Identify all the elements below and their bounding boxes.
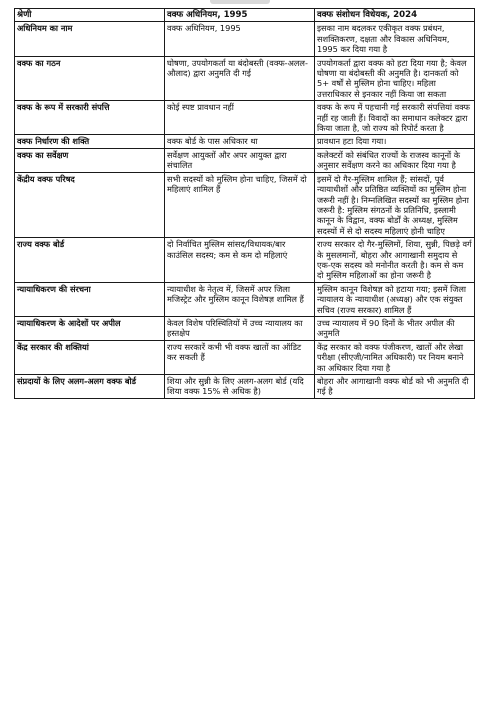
row-category: वक्फ का सर्वेक्षण — [15, 148, 165, 172]
row-bill-2024: केंद्र सरकार को वक्फ पंजीकरण, खातों और लेखा परीक्षा (सीएजी/नामित अधिकारी) पर नियम बनाने का अधिकार दिया गया है — [315, 340, 475, 374]
table-row — [15, 282, 475, 316]
row-act-1995: वक्फ बोर्ड के पास अधिकार था — [165, 135, 315, 148]
table-row — [15, 56, 475, 101]
table-row — [15, 238, 475, 283]
table-header-row — [15, 9, 475, 22]
row-act-1995: केवल विशेष परिस्थितियों में उच्च न्यायालय का हस्तक्षेप — [165, 316, 315, 340]
row-act-1995: सभी सदस्यों को मुस्लिम होना चाहिए, जिसमें दो महिलाएं शामिल हैं — [165, 172, 315, 237]
header-bill-2024: वक्फ संशोधन विधेयक, 2024 — [315, 9, 475, 22]
row-category: राज्य वक्फ बोर्ड — [15, 238, 165, 283]
row-category: अधिनियम का नाम — [15, 22, 165, 56]
row-act-1995: वक्फ अधिनियम, 1995 — [165, 22, 315, 56]
row-bill-2024: कलेक्टरों को संबंधित राज्यों के राजस्व कानूनों के अनुसार सर्वेक्षण करने का अधिकार दिया गया है — [315, 148, 475, 172]
row-category: वक्फ का गठन — [15, 56, 165, 101]
table-row — [15, 101, 475, 135]
table-row — [15, 316, 475, 340]
table-row — [15, 375, 475, 399]
table-row — [15, 22, 475, 56]
row-bill-2024: मुस्लिम कानून विशेषज्ञ को हटाया गया; इसमें जिला न्यायालय के न्यायाधीश (अध्यक्ष) और एक संयुक्त सचिव (राज्य सरकार) शामिल हैं — [315, 282, 475, 316]
row-bill-2024: इसमें दो गैर-मुस्लिम शामिल हैं; सांसदों, पूर्व न्यायाधीशों और प्रतिष्ठित व्यक्तियों का मुस्लिम होना जरूरी नहीं है। निम्नलिखित सदस्यों का मुस्लिम होना जरूरी है: मुस्लिम संगठनों के प्रतिनिधि, इस्लामी कानून के विद्वान, वक्फ बोर्डों के अध्यक्ष, मुस्लिम सदस्यों में से दो सदस्य महिलाएं होनी चाहिए — [315, 172, 475, 237]
row-bill-2024: उपयोगकर्ता द्वारा वक्फ को हटा दिया गया है; केवल घोषणा या बंदोबस्ती की अनुमति है। दानकर्ता को 5+ वर्षों से मुस्लिम होना चाहिए। महिला उत्तराधिकार से इनकार नहीं किया जा सकता — [315, 56, 475, 101]
row-category: न्यायाधिकरण की संरचना — [15, 282, 165, 316]
row-act-1995: न्यायाधीश के नेतृत्व में, जिसमें अपर जिला मजिस्ट्रेट और मुस्लिम कानून विशेषज्ञ शामिल हैं — [165, 282, 315, 316]
row-category: केंद्रीय वक्फ परिषद — [15, 172, 165, 237]
row-category: न्यायाधिकरण के आदेशों पर अपील — [15, 316, 165, 340]
row-category: केंद्र सरकार की शक्तियां — [15, 340, 165, 374]
row-act-1995: दो निर्वाचित मुस्लिम सांसद/विधायक/बार काउंसिल सदस्य; कम से कम दो महिलाएं — [165, 238, 315, 283]
header-category: श्रेणी — [15, 9, 165, 22]
row-category: वक्फ निर्धारण की शक्ति — [15, 135, 165, 148]
header-act-1995: वक्फ अधिनियम, 1995 — [165, 9, 315, 22]
table-row — [15, 172, 475, 237]
table-row — [15, 340, 475, 374]
comparison-table — [14, 8, 475, 399]
table-row — [15, 135, 475, 148]
top-edge-decoration — [210, 0, 270, 4]
row-act-1995: सर्वेक्षण आयुक्तों और अपर आयुक्त द्वारा संचालित — [165, 148, 315, 172]
row-bill-2024: बोहरा और आगाखानी वक्फ बोर्ड को भी अनुमति दी गई है — [315, 375, 475, 399]
row-act-1995: शिया और सुन्नी के लिए अलग-अलग बोर्ड (यदि शिया वक्फ 15% से अधिक है) — [165, 375, 315, 399]
row-category: वक्फ के रूप में सरकारी संपत्ति — [15, 101, 165, 135]
table-row — [15, 148, 475, 172]
row-bill-2024: उच्च न्यायालय में 90 दिनों के भीतर अपील की अनुमति — [315, 316, 475, 340]
row-category: संप्रदायों के लिए अलग-अलग वक्फ बोर्ड — [15, 375, 165, 399]
row-act-1995: घोषणा, उपयोगकर्ता या बंदोबस्ती (वक्फ-अलल-औलाद) द्वारा अनुमति दी गई — [165, 56, 315, 101]
row-bill-2024: वक्फ के रूप में पहचानी गई सरकारी संपत्तियां वक्फ नहीं रह जाती हैं। विवादों का समाधान कलेक्टर द्वारा किया जाता है, जो राज्य को रिपोर्ट करता है — [315, 101, 475, 135]
row-bill-2024: इसका नाम बदलकर एकीकृत वक्फ प्रबंधन, सशक्तिकरण, दक्षता और विकास अधिनियम, 1995 कर दिया गया है — [315, 22, 475, 56]
row-act-1995: राज्य सरकारें कभी भी वक्फ खातों का ऑडिट कर सकती हैं — [165, 340, 315, 374]
row-act-1995: कोई स्पष्ट प्रावधान नहीं — [165, 101, 315, 135]
row-bill-2024: राज्य सरकार दो गैर-मुस्लिमों, शिया, सुन्नी, पिछड़े वर्ग के मुसलमानों, बोहरा और आगाखानी समुदाय से एक-एक सदस्य को मनोनीत करती है। कम से कम दो मुस्लिम महिलाओं का होना जरूरी है — [315, 238, 475, 283]
row-bill-2024: प्रावधान हटा दिया गया। — [315, 135, 475, 148]
